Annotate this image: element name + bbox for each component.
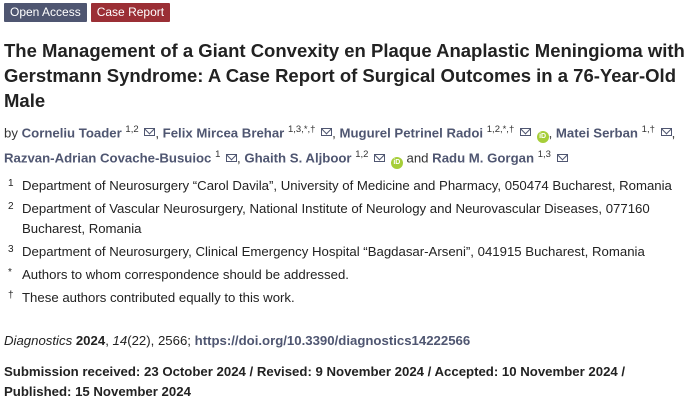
author-link[interactable]: Corneliu Toader: [21, 125, 122, 141]
affiliation-item: [4, 199, 688, 239]
email-icon[interactable]: [520, 128, 531, 136]
affiliation-item: [4, 176, 688, 196]
journal-name: Diagnostics: [4, 333, 73, 348]
author-affiliation-sup: 1,2: [355, 149, 369, 161]
affiliation-list: [4, 176, 688, 311]
email-icon[interactable]: [144, 128, 155, 136]
author-affiliation-sup: 1: [215, 149, 221, 161]
author-link[interactable]: Razvan-Adrian Covache-Busuioc: [4, 150, 212, 166]
and-label: and: [406, 150, 429, 166]
affiliation-item: [4, 242, 688, 262]
orcid-icon[interactable]: iD: [391, 157, 403, 169]
affiliation-text: Department of Vascular Neurosurgery, National Institute of Neurology and Neurovascular Diseases, 077160 Bucharest, Romania: [22, 201, 650, 236]
orcid-icon[interactable]: iD: [537, 131, 549, 143]
by-label: by: [4, 125, 18, 141]
affiliation-text: Authors to whom correspondence should be addressed.: [22, 267, 349, 282]
affiliation-text: Department of Neurosurgery “Carol Davila”, University of Medicine and Pharmacy, 050474 Bucharest, Romania: [22, 178, 672, 193]
author-link[interactable]: Ghaith S. Aljboor: [244, 150, 352, 166]
affiliation-number: *: [8, 267, 12, 278]
author-affiliation-sup: 1,2: [125, 124, 139, 135]
email-icon[interactable]: [226, 154, 237, 162]
author-link[interactable]: Felix Mircea Brehar: [162, 125, 285, 141]
author-link[interactable]: Radu M. Gorgan: [432, 150, 535, 166]
author-affiliation-sup: 1,†: [641, 124, 655, 135]
affiliation-number: 3: [8, 244, 14, 255]
email-icon[interactable]: [321, 128, 332, 136]
citation-line: Diagnostics 2024, 14(22), 2566; https://doi.org/10.3390/diagnostics14222566: [4, 333, 471, 348]
doi-link[interactable]: https://doi.org/10.3390/diagnostics14222566: [194, 333, 471, 348]
affiliation-number: 1: [8, 178, 14, 189]
author-affiliation-sup: 1,2,*,†: [486, 124, 515, 135]
article-title: The Management of a Giant Convexity en Plaque Anaplastic Meningioma with Gerstmann Syndrome: A Case Report of Surgical Outcomes in a 76-Year-Old Male: [4, 40, 685, 111]
publication-dates: Submission received: 23 October 2024 / Revised: 9 November 2024 / Accepted: 10 November 2024 / Published: 15 November 2024: [4, 364, 626, 399]
case-report-badge[interactable]: Case Report: [91, 3, 170, 22]
author-affiliation-sup: 1,3,*,†: [288, 124, 316, 135]
affiliation-item: [4, 265, 688, 285]
email-icon[interactable]: [374, 154, 385, 162]
affiliation-item: [4, 288, 688, 308]
badge-group: [4, 3, 170, 22]
citation-issue-pages: (22), 2566;: [127, 333, 191, 348]
author-link[interactable]: Matei Serban: [555, 125, 638, 141]
affiliation-number: †: [8, 290, 14, 301]
citation-volume: 14: [112, 333, 128, 348]
affiliation-text: These authors contributed equally to this work.: [22, 290, 295, 305]
affiliation-number: 2: [8, 201, 14, 212]
email-icon[interactable]: [661, 128, 672, 136]
citation-year: 2024: [75, 333, 106, 348]
author-affiliation-sup: 1,3: [537, 149, 551, 161]
open-access-badge[interactable]: Open Access: [4, 3, 87, 22]
author-list: by Corneliu Toader $^{1,2}$ , Felix Mircea Brehar $^{1,3,*,\dagger}$ , Mugurel Petrinel Radoi $^{1,2,*,\dagger}$ iD , Matei Serban $^{1,\dagger}$ , Razvan-Adrian Covache-Busuioc $^1$ , Ghaith S. Aljboor $^{1,2}$ iD and Radu M. Gorgan $^{1,3}$: [4, 119, 688, 170]
affiliation-text: Department of Neurosurgery, Clinical Emergency Hospital “Bagdasar-Arseni”, 041915 Bucharest, Romania: [22, 244, 645, 259]
author-link[interactable]: Mugurel Petrinel Radoi: [339, 125, 484, 141]
email-icon[interactable]: [557, 154, 568, 162]
